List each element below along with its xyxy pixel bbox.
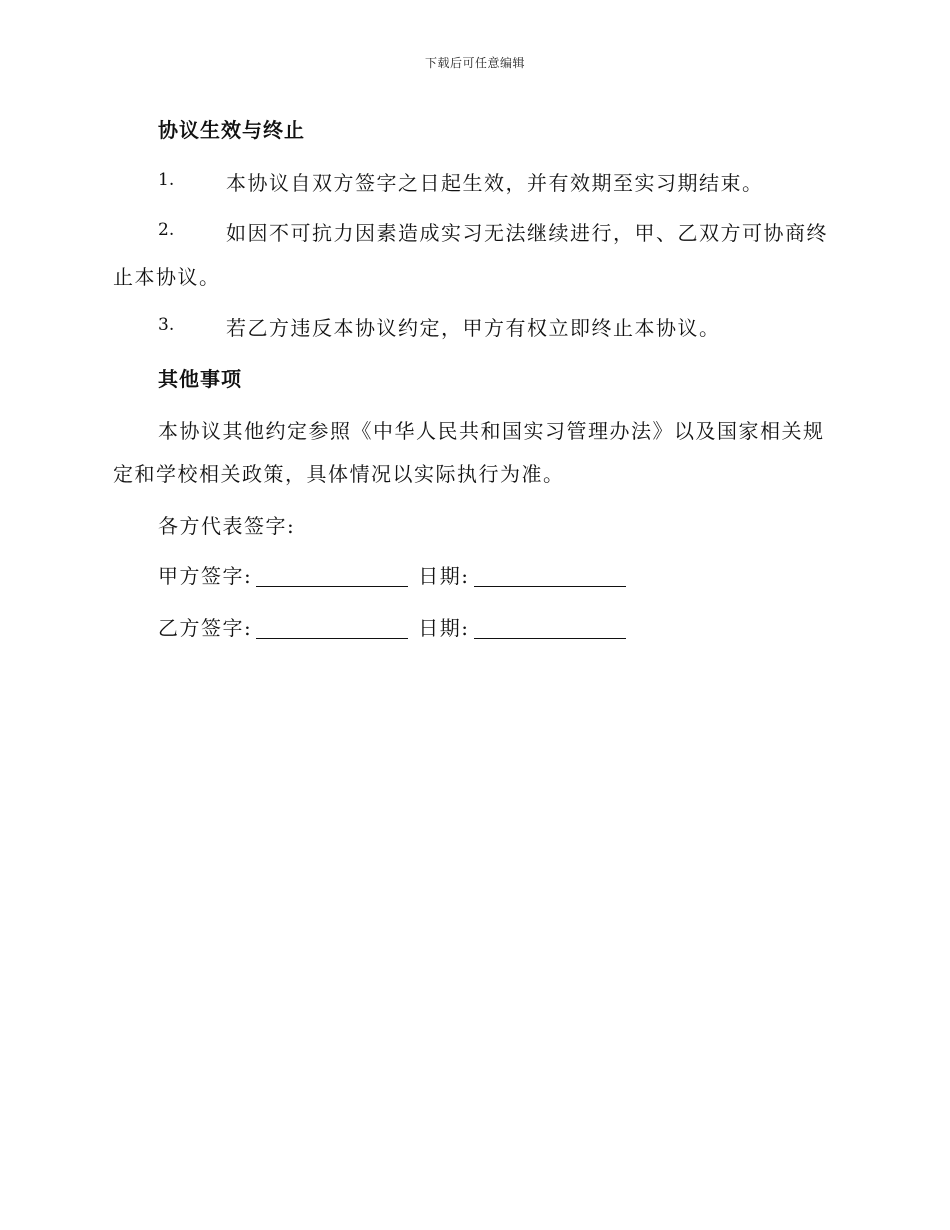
party-a-date-blank[interactable] [474,566,626,587]
party-a-signature-row [158,560,636,589]
party-b-label: 乙方签字: [158,616,253,640]
party-b-signature-blank[interactable] [256,618,408,639]
party-a-label: 甲方签字: [158,564,253,588]
section-title-other: 其他事项 [158,367,242,391]
party-b-date-label: 日期: [418,616,470,640]
party-a-date-label: 日期: [418,564,470,588]
signature-intro: 各方代表签字: [158,514,296,538]
other-text-line1: 本协议其他约定参照《中华人民共和国实习管理办法》以及国家相关规 [158,419,825,443]
item-text-2: 如因不可抗力因素造成实习无法继续进行，甲、乙双方可协商终 [226,221,828,245]
party-b-signature-row [158,612,636,641]
item-text-2-continuation: 止本协议。 [113,265,221,289]
party-b-date-blank[interactable] [474,618,626,639]
other-text-line2: 定和学校相关政策，具体情况以实际执行为准。 [113,462,565,486]
party-a-signature-blank[interactable] [256,566,408,587]
item-number-3: 3. [158,315,175,335]
item-text-3: 若乙方违反本协议约定，甲方有权立即终止本协议。 [226,316,721,340]
section-title-termination: 协议生效与终止 [158,118,305,142]
item-number-2: 2. [158,220,175,240]
item-text-1: 本协议自双方签字之日起生效，并有效期至实习期结束。 [226,171,764,195]
item-number-1: 1. [158,170,175,190]
header-note: 下载后可任意编辑 [424,56,525,70]
